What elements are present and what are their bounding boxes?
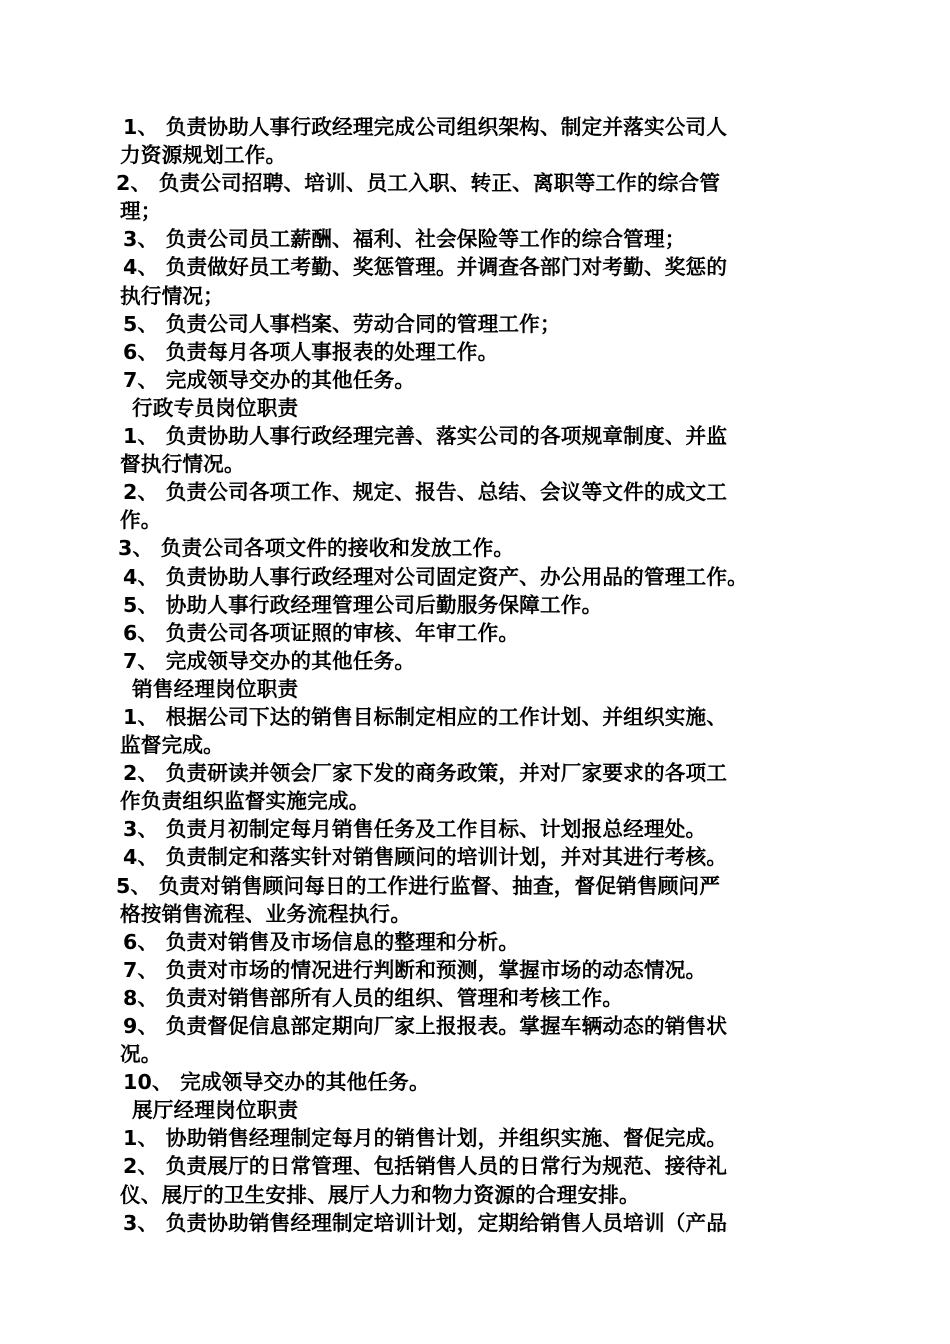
text-line: 仪、展厅的卫生安排、展厅人力和物力资源的合理安排。 bbox=[120, 1182, 640, 1207]
text-line: 9、 负责督促信息部定期向厂家上报报表。掌握车辆动态的销售状 bbox=[123, 1014, 728, 1038]
text-line: 5、 协助人事行政经理管理公司后勤服务保障工作。 bbox=[123, 592, 603, 617]
document-body bbox=[116, 113, 820, 1237]
text-line: 理； bbox=[120, 199, 162, 224]
text-line: 格按销售流程、业务流程执行。 bbox=[120, 901, 412, 926]
text-line: 5、 负责对销售顾问每日的工作进行监督、抽查，督促销售顾问严 bbox=[116, 873, 721, 898]
text-line: 1、 负责协助人事行政经理完成公司组织架构、制定并落实公司人 bbox=[123, 115, 728, 139]
section-heading: 展厅经理岗位职责 bbox=[132, 1098, 299, 1123]
text-line: 执行情况； bbox=[120, 283, 224, 308]
text-line: 4、 负责制定和落实针对销售顾问的培训计划，并对其进行考核。 bbox=[123, 845, 728, 870]
text-line: 6、 负责每月各项人事报表的处理工作。 bbox=[123, 339, 499, 364]
text-line: 7、 完成领导交办的其他任务。 bbox=[123, 367, 416, 392]
text-line: 8、 负责对销售部所有人员的组织、管理和考核工作。 bbox=[123, 985, 624, 1010]
text-line: 10、 完成领导交办的其他任务。 bbox=[123, 1070, 430, 1095]
text-line: 督执行情况。 bbox=[120, 452, 245, 477]
text-line: 7、 完成领导交办的其他任务。 bbox=[123, 648, 416, 673]
text-line: 2、 负责研读并领会厂家下发的商务政策，并对厂家要求的各项工 bbox=[123, 761, 728, 786]
text-line: 2、 负责公司招聘、培训、员工入职、转正、离职等工作的综合管 bbox=[116, 171, 721, 196]
text-line: 4、 负责协助人事行政经理对公司固定资产、办公用品的管理工作。 bbox=[123, 564, 748, 589]
text-line: 3、 负责公司员工薪酬、福利、社会保险等工作的综合管理； bbox=[123, 227, 686, 252]
text-line: 况。 bbox=[120, 1042, 162, 1067]
text-line: 监督完成。 bbox=[120, 733, 224, 758]
text-line: 6、 负责公司各项证照的审核、年审工作。 bbox=[123, 620, 520, 645]
text-line: 4、 负责做好员工考勤、奖惩管理。并调查各部门对考勤、奖惩的 bbox=[123, 255, 728, 280]
text-line: 1、 根据公司下达的销售目标制定相应的工作计划、并组织实施、 bbox=[123, 704, 728, 729]
section-heading: 销售经理岗位职责 bbox=[132, 676, 299, 701]
text-line: 3、 负责公司各项文件的接收和发放工作。 bbox=[118, 536, 515, 561]
text-line: 7、 负责对市场的情况进行判断和预测，掌握市场的动态情况。 bbox=[123, 957, 707, 982]
text-line: 5、 负责公司人事档案、劳动合同的管理工作； bbox=[123, 311, 561, 336]
text-line: 2、 负责公司各项工作、规定、报告、总结、会议等文件的成文工 bbox=[123, 480, 728, 505]
section-heading: 行政专员岗位职责 bbox=[132, 395, 299, 420]
text-line: 6、 负责对销售及市场信息的整理和分析。 bbox=[123, 929, 520, 954]
text-line: 3、 负责月初制定每月销售任务及工作目标、计划报总经理处。 bbox=[123, 817, 707, 842]
text-line: 3、 负责协助销售经理制定培训计划，定期给销售人员培训（产品 bbox=[123, 1210, 728, 1235]
text-line: 1、 协助销售经理制定每月的销售计划，并组织实施、督促完成。 bbox=[123, 1126, 728, 1151]
text-line: 作负责组织监督实施完成。 bbox=[120, 789, 370, 814]
text-line: 作。 bbox=[120, 508, 162, 533]
text-line: 1、 负责协助人事行政经理完善、落实公司的各项规章制度、并监 bbox=[123, 424, 728, 449]
text-line: 2、 负责展厅的日常管理、包括销售人员的日常行为规范、接待礼 bbox=[123, 1154, 728, 1179]
text-line: 力资源规划工作。 bbox=[120, 143, 287, 168]
